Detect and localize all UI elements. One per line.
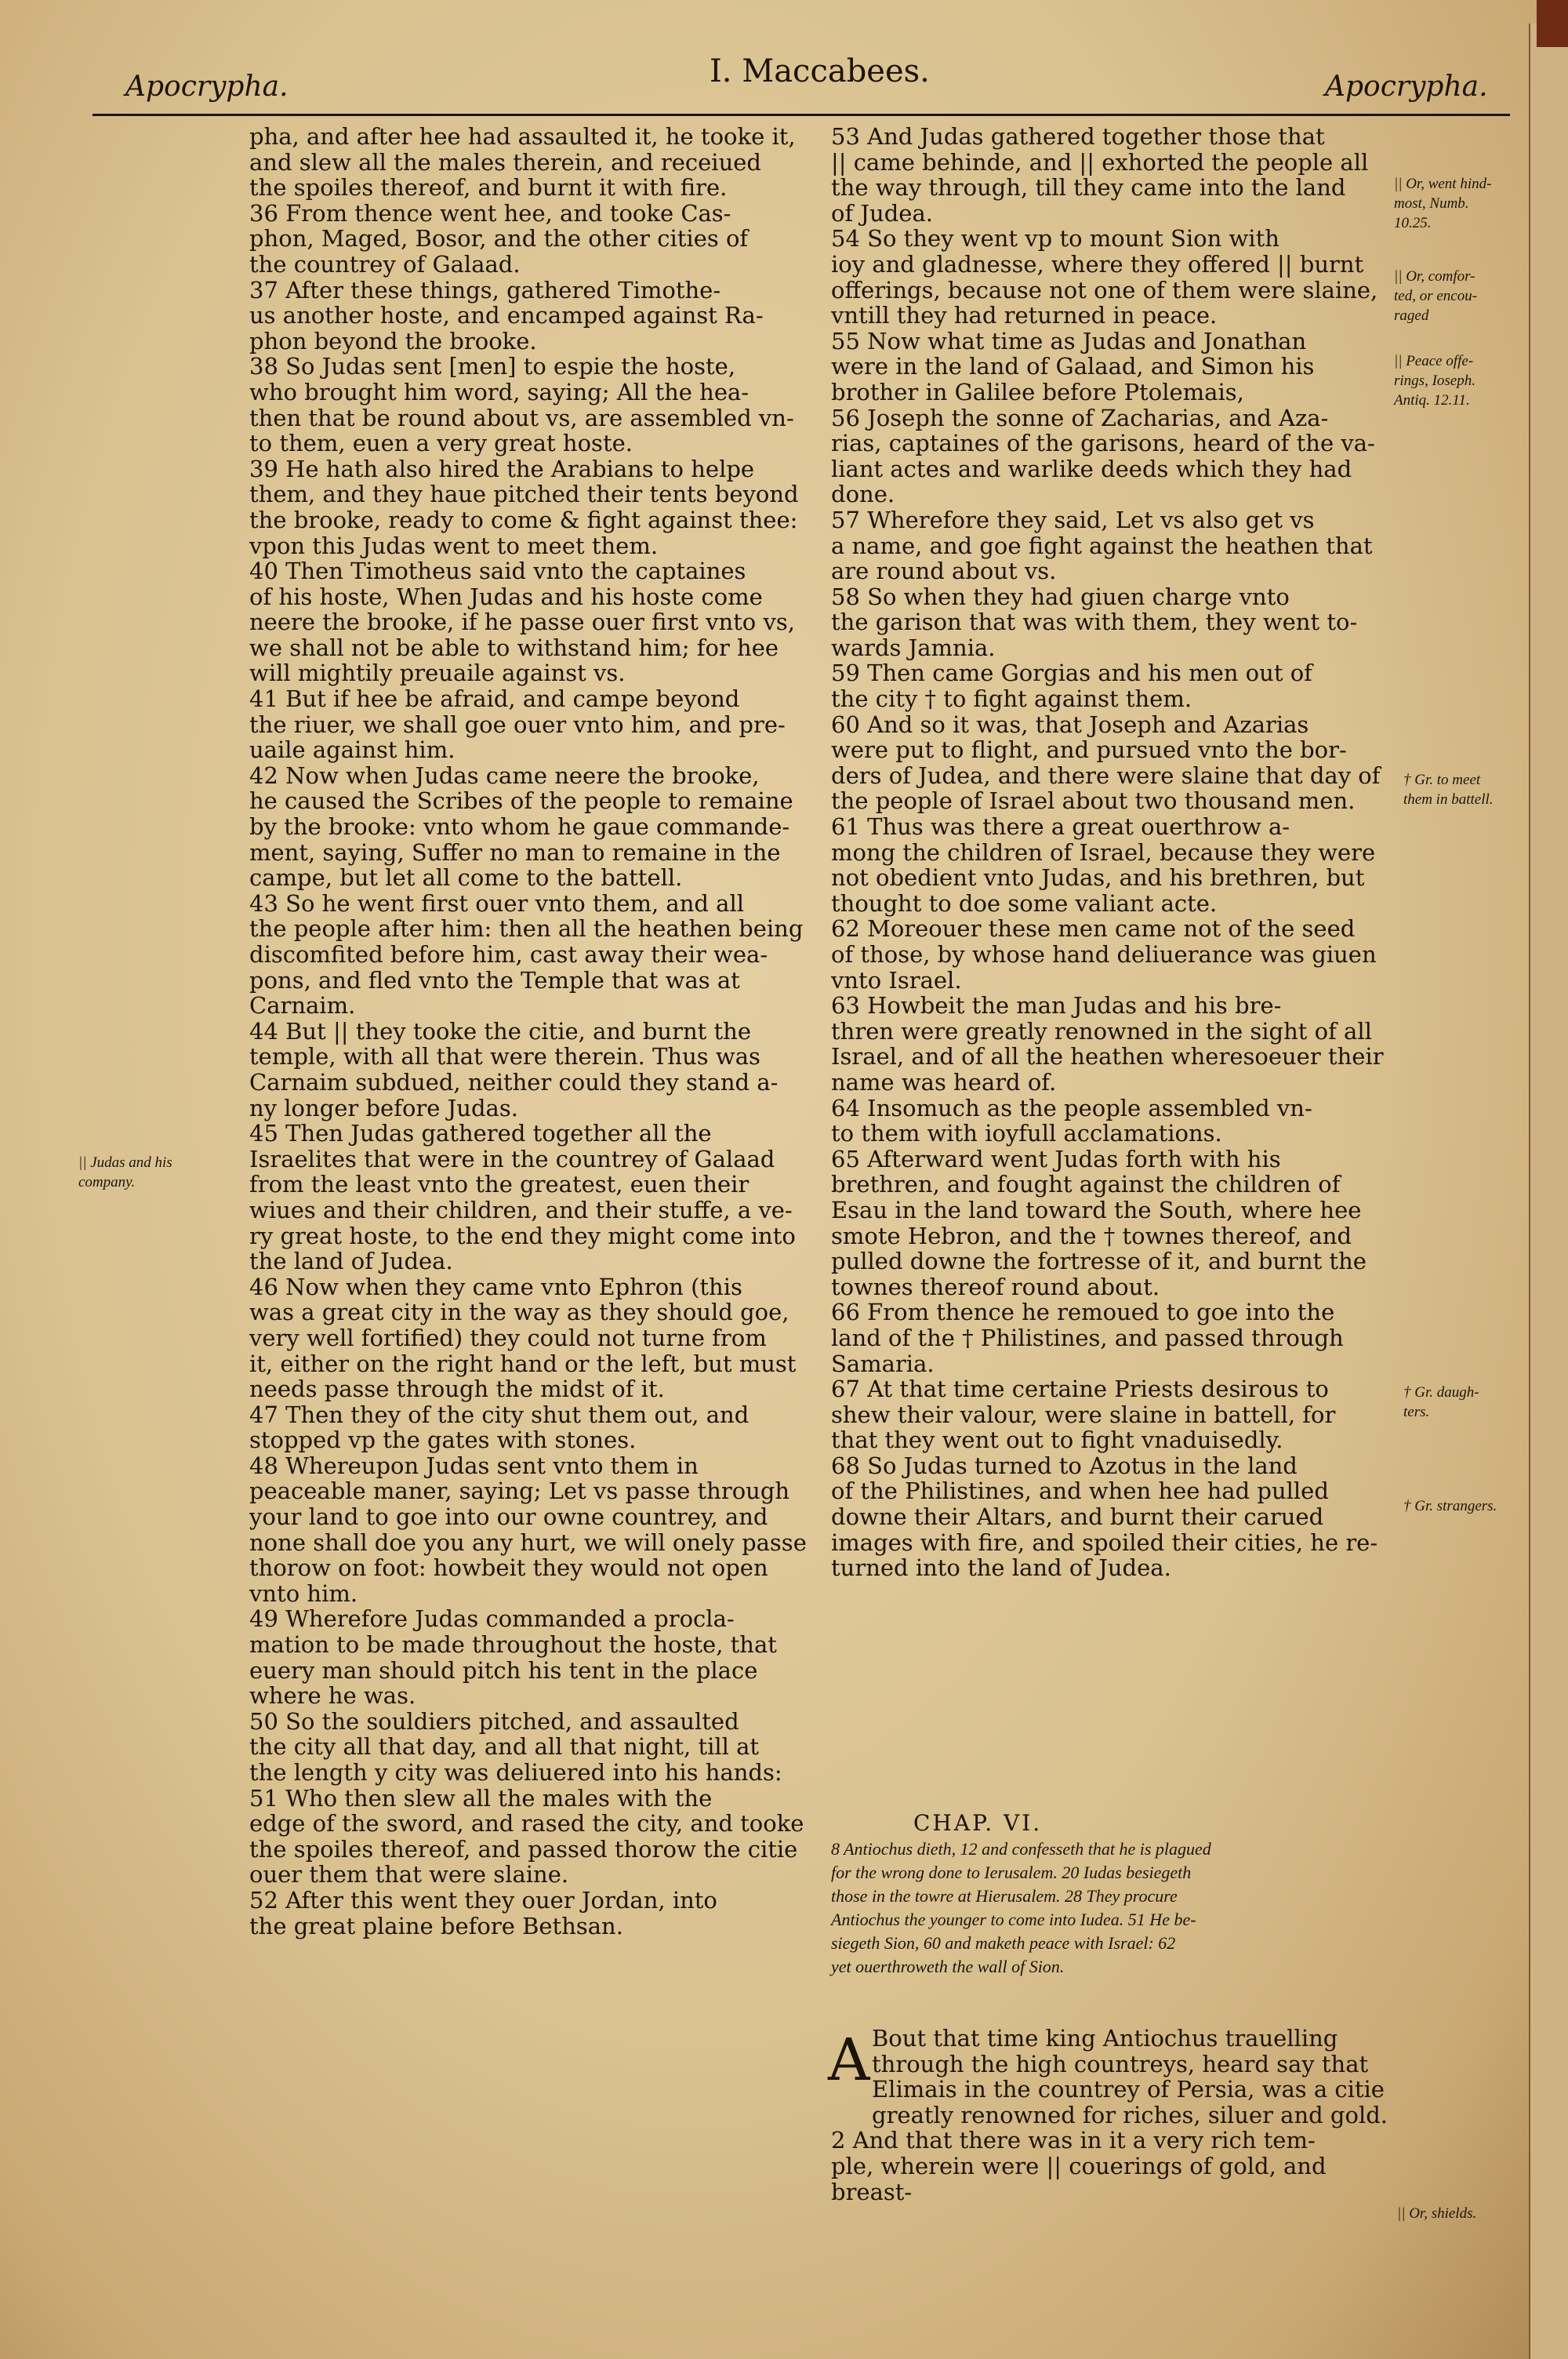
text-line: 68 So Judas turned to Azotus in the land <box>831 1452 1298 1479</box>
text-line: ders of Judea, and there were slaine that day of <box>831 761 1381 789</box>
text-line: || came behinde, and || exhorted the people all <box>831 148 1369 176</box>
drop-cap: A <box>828 2026 870 2094</box>
text-line: and slew all the males therein, and receiued <box>249 148 761 176</box>
text-line: uaile against him. <box>249 736 456 764</box>
margin-note-comforted: || Or, comfor- ted, or encou- raged <box>1394 268 1478 324</box>
text-line: that they went out to fight vnaduisedly. <box>831 1427 1283 1454</box>
text-line: name was heard of. <box>831 1068 1057 1096</box>
text-line: 65 Afterward went Judas forth with his <box>831 1145 1281 1172</box>
margin-note-to-meet: † Gr. to meet them in battell. <box>1403 772 1494 808</box>
text-line: of the Philistines, and when hee had pulled <box>831 1478 1329 1505</box>
text-line: pulled downe the fortresse of it, and burnt the <box>831 1248 1367 1275</box>
left-text-column <box>249 124 807 1939</box>
text-line: your land to goe into our owne countrey, and <box>249 1503 768 1531</box>
text-line: 46 Now when they came vnto Ephron (this <box>249 1273 742 1300</box>
text-line: 60 And so it was, that Joseph and Azarias <box>831 711 1309 738</box>
text-line: vpon this Judas went to meet them. <box>249 532 659 559</box>
text-line: shew their valour, were slaine in battell, for <box>831 1401 1336 1428</box>
text-line: 66 From thence he remoued to goe into the <box>831 1299 1335 1326</box>
text-line: the spoiles thereof, and passed thorow the citie <box>249 1835 798 1863</box>
text-line: was a great city in the way as they should goe, <box>249 1299 789 1326</box>
summary-line: 8 Antiochus dieth, 12 and confesseth that he is plagued <box>831 1839 1211 1859</box>
text-line: wiues and their children, and their stuffe, a ve- <box>249 1196 793 1223</box>
text-line: of his hoste, When Judas and his hoste come <box>249 583 763 610</box>
margin-note-daughters: † Gr. daugh- ters. <box>1403 1384 1479 1420</box>
text-line: 57 Wherefore they said, Let vs also get vs <box>831 506 1315 533</box>
text-line: 67 At that time certaine Priests desirous to <box>831 1376 1329 1403</box>
right-text-column <box>831 124 1384 1581</box>
chapter-summary <box>831 1837 1211 1979</box>
margin-note-went-hindmost: || Or, went hind- most, Numb. 10.25. <box>1394 176 1492 231</box>
running-head-left: Apocrypha. <box>125 71 289 103</box>
summary-line: siegeth Sion, 60 and maketh peace with Israel: 62 <box>831 1933 1176 1953</box>
text-line: 62 Moreouer these men came not of the seed <box>831 915 1356 943</box>
text-line: he caused the Scribes of the people to remaine <box>249 787 793 815</box>
text-line: ple, wherein were || couerings of gold, and <box>831 2152 1327 2179</box>
text-line: pons, and fled vnto the Temple that was at <box>249 966 740 994</box>
text-line: breast- <box>831 2178 913 2205</box>
text-line: edge of the sword, and rased the city, and tooke <box>249 1810 804 1837</box>
text-line: through the high countreys, heard say that <box>872 2050 1369 2077</box>
text-line: vntill they had returned in peace. <box>831 302 1218 329</box>
text-line: ioy and gladnesse, where they offered || burnt <box>831 250 1364 278</box>
summary-line: yet ouerthroweth the wall of Sion. <box>831 1957 1065 1976</box>
text-line: the people of Israel about two thousand men. <box>831 787 1356 815</box>
text-line: 37 After these things, gathered Timothe- <box>249 276 721 304</box>
running-head-right: Apocrypha. <box>1325 71 1488 103</box>
text-line: vnto Israel. <box>831 966 962 994</box>
text-line: who brought him word, saying; All the hea- <box>249 378 750 405</box>
text-line: brethren, and fought against the children of <box>831 1171 1341 1198</box>
text-line: 48 Whereupon Judas sent vnto them in <box>249 1452 699 1479</box>
text-line: the people after him: then all the heathen being <box>249 915 804 943</box>
text-line: were put to flight, and pursued vnto the bor- <box>831 736 1347 764</box>
text-line: will mightily preuaile against vs. <box>249 660 626 687</box>
text-line: then that be round about vs, are assembled vn- <box>249 404 794 431</box>
text-line: 63 Howbeit the man Judas and his bre- <box>831 992 1282 1020</box>
text-line: ry great hoste, to the end they might come into <box>249 1222 796 1249</box>
text-line: wards Jamnia. <box>831 634 996 661</box>
text-line: temple, with all that were therein. Thus was <box>249 1043 760 1070</box>
text-line: 56 Joseph the sonne of Zacharias, and Aza- <box>831 404 1329 431</box>
text-line: the brooke, ready to come & fight against thee: <box>249 506 798 533</box>
text-line: needs passe through the midst of it. <box>249 1376 665 1403</box>
text-line: 54 So they went vp to mount Sion with <box>831 225 1279 253</box>
text-line: them, and they haue pitched their tents beyond <box>249 481 799 508</box>
binding-edge <box>1537 0 1568 47</box>
text-line: from the least vnto the greatest, euen their <box>249 1171 750 1198</box>
text-line: phon, Maged, Bosor, and the other cities of <box>249 225 749 253</box>
text-line: 58 So when they had giuen charge vnto <box>831 583 1290 610</box>
text-line: to them, euen a very great hoste. <box>249 430 633 457</box>
text-line: a name, and goe fight against the heathen that <box>831 532 1373 559</box>
text-line: 55 Now what time as Judas and Jonathan <box>831 327 1307 354</box>
text-line: Samaria. <box>831 1350 935 1377</box>
text-line: 61 Thus was there a great ouerthrow a- <box>831 813 1290 841</box>
text-line: the land of Judea. <box>249 1248 453 1275</box>
text-line: pha, and after hee had assaulted it, he tooke it, <box>249 123 796 150</box>
text-line: not obedient vnto Judas, and his brethren, but <box>831 864 1365 892</box>
text-line: 64 Insomuch as the people assembled vn- <box>831 1094 1312 1121</box>
text-line: neere the brooke, if he passe ouer first vnto vs, <box>249 609 795 636</box>
text-line: the great plaine before Bethsan. <box>249 1912 623 1939</box>
summary-line: those in the towre at Hierusalem. 28 They procure <box>831 1886 1178 1906</box>
text-line: 39 He hath also hired the Arabians to helpe <box>249 455 755 482</box>
text-line: Israelites that were in the countrey of Galaad <box>249 1145 775 1172</box>
text-line: 45 Then Judas gathered together all the <box>249 1120 712 1147</box>
text-line: vnto him. <box>249 1579 358 1607</box>
text-line: of Judea. <box>831 199 933 227</box>
text-line: to them with ioyfull acclamations. <box>831 1120 1222 1147</box>
text-line: 49 Wherefore Judas commanded a procla- <box>249 1605 735 1633</box>
text-line: the riuer, we shall goe ouer vnto him, and pre- <box>249 711 786 738</box>
text-line: turned into the land of Judea. <box>831 1554 1171 1582</box>
text-line: 59 Then came Gorgias and his men out of <box>831 660 1312 687</box>
text-line: townes thereof round about. <box>831 1273 1160 1300</box>
text-line: 40 Then Timotheus said vnto the captaines <box>249 558 746 585</box>
text-line: 50 So the souldiers pitched, and assaulted <box>249 1707 739 1735</box>
text-line: ouer them that were slaine. <box>249 1861 569 1888</box>
text-line: 53 And Judas gathered together those that <box>831 123 1325 150</box>
text-line: land of the † Philistines, and passed through <box>831 1324 1344 1351</box>
chapter-heading: CHAP. VI. <box>913 1810 1043 1836</box>
text-line: done. <box>831 481 895 508</box>
text-line: thren were greatly renowned in the sight of all <box>831 1017 1372 1045</box>
text-line: 51 Who then slew all the males with the <box>249 1784 713 1812</box>
text-line: Elimais in the countrey of Persia, was a citie <box>872 2076 1385 2103</box>
text-line: very well fortified) they could not turne from <box>249 1324 767 1351</box>
text-line: 2 And that there was in it a very rich tem- <box>831 2127 1316 2154</box>
text-line: 36 From thence went hee, and tooke Cas- <box>249 199 731 227</box>
text-line: greatly renowned for riches, siluer and gold. <box>872 2101 1388 2128</box>
text-line: the city all that day, and all that night, till at <box>249 1733 760 1761</box>
text-line: Esau in the land toward the South, where hee <box>831 1196 1362 1223</box>
text-line: mong the children of Israel, because they were <box>831 838 1376 866</box>
text-line: the garison that was with them, they went to- <box>831 609 1358 636</box>
text-line: ny longer before Judas. <box>249 1094 518 1121</box>
text-line: 41 But if hee be afraid, and campe beyond <box>249 685 740 713</box>
text-line: Bout that time king Antiochus trauelling <box>872 2025 1338 2052</box>
text-line: phon beyond the brooke. <box>249 327 537 354</box>
summary-line: Antiochus the younger to come into Iudea. 51 He be- <box>831 1910 1196 1929</box>
text-line: thorow on foot: howbeit they would not open <box>249 1554 768 1582</box>
summary-line: for the wrong done to Ierusalem. 20 Iudas besiegeth <box>831 1863 1192 1882</box>
text-line: were in the land of Galaad, and Simon his <box>831 353 1315 380</box>
text-line: none shall doe you any hurt, we will onely passe <box>249 1528 807 1556</box>
text-line: Carnaim subdued, neither could they stand a- <box>249 1068 779 1096</box>
margin-note-shields: || Or, shields. <box>1397 2205 1477 2222</box>
text-line: we shall not be able to withstand him; for hee <box>249 634 779 661</box>
text-line: 43 So he went first ouer vnto them, and all <box>249 889 745 917</box>
text-line: where he was. <box>249 1682 416 1710</box>
text-line: the city † to fight against them. <box>831 685 1192 713</box>
text-line: rias, captaines of the garisons, heard of the va- <box>831 430 1375 457</box>
text-line: discomfited before him, cast away their wea- <box>249 941 768 968</box>
text-line: thought to doe some valiant acte. <box>831 889 1218 917</box>
text-line: images with fire, and spoiled their cities, he re- <box>831 1528 1378 1556</box>
running-head-title: I. Maccabees. <box>710 53 930 89</box>
text-line: the countrey of Galaad. <box>249 250 521 278</box>
text-line: by the brooke: vnto whom he gaue commande- <box>249 813 790 841</box>
text-line: the way through, till they came into the land <box>831 174 1346 202</box>
text-line: downe their Altars, and burnt their carued <box>831 1503 1324 1531</box>
text-line: of those, by whose hand deliuerance was giuen <box>831 941 1377 968</box>
text-line: 38 So Judas sent [men] to espie the hoste, <box>249 353 736 380</box>
next-page-edge <box>1529 24 1568 2359</box>
header-rule <box>93 114 1510 116</box>
text-line: ment, saying, Suffer no man to remaine in the <box>249 838 781 866</box>
text-line: peaceable maner, saying; Let vs passe through <box>249 1478 790 1505</box>
text-line: the spoiles thereof, and burnt it with fire. <box>249 174 728 202</box>
text-line: Carnaim. <box>249 992 356 1020</box>
text-line: us another hoste, and encamped against Ra- <box>249 302 764 329</box>
text-line: the length y city was deliuered into his hands: <box>249 1759 782 1786</box>
text-line: are round about vs. <box>831 558 1057 585</box>
text-line: brother in Galilee before Ptolemais, <box>831 378 1244 405</box>
margin-note-strangers: † Gr. strangers. <box>1403 1498 1497 1514</box>
text-line: 44 But || they tooke the citie, and burnt the <box>249 1017 752 1045</box>
text-line: Israel, and of all the heathen wheresoeuer their <box>831 1043 1384 1070</box>
chapter-opening-text <box>831 2025 1388 2205</box>
text-line: mation to be made throughout the hoste, that <box>249 1631 777 1659</box>
text-line: it, either on the right hand or the left, but must <box>249 1350 797 1377</box>
text-line: 47 Then they of the city shut them out, and <box>249 1401 750 1428</box>
text-line: 42 Now when Judas came neere the brooke, <box>249 761 760 789</box>
text-line: campe, but let all come to the battell. <box>249 864 683 892</box>
text-line: 52 After this went they ouer Jordan, into <box>249 1886 717 1914</box>
margin-note-judas: || Judas and his company. <box>78 1154 172 1190</box>
text-line: smote Hebron, and the † townes thereof, and <box>831 1222 1352 1249</box>
text-line: stopped vp the gates with stones. <box>249 1427 637 1454</box>
text-line: liant actes and warlike deeds which they had <box>831 455 1352 482</box>
text-line: euery man should pitch his tent in the place <box>249 1656 758 1684</box>
text-line: offerings, because not one of them were slaine, <box>831 276 1378 304</box>
margin-note-peace-offerings: || Peace offe- rings, Ioseph. Antiq. 12.11. <box>1394 353 1475 409</box>
